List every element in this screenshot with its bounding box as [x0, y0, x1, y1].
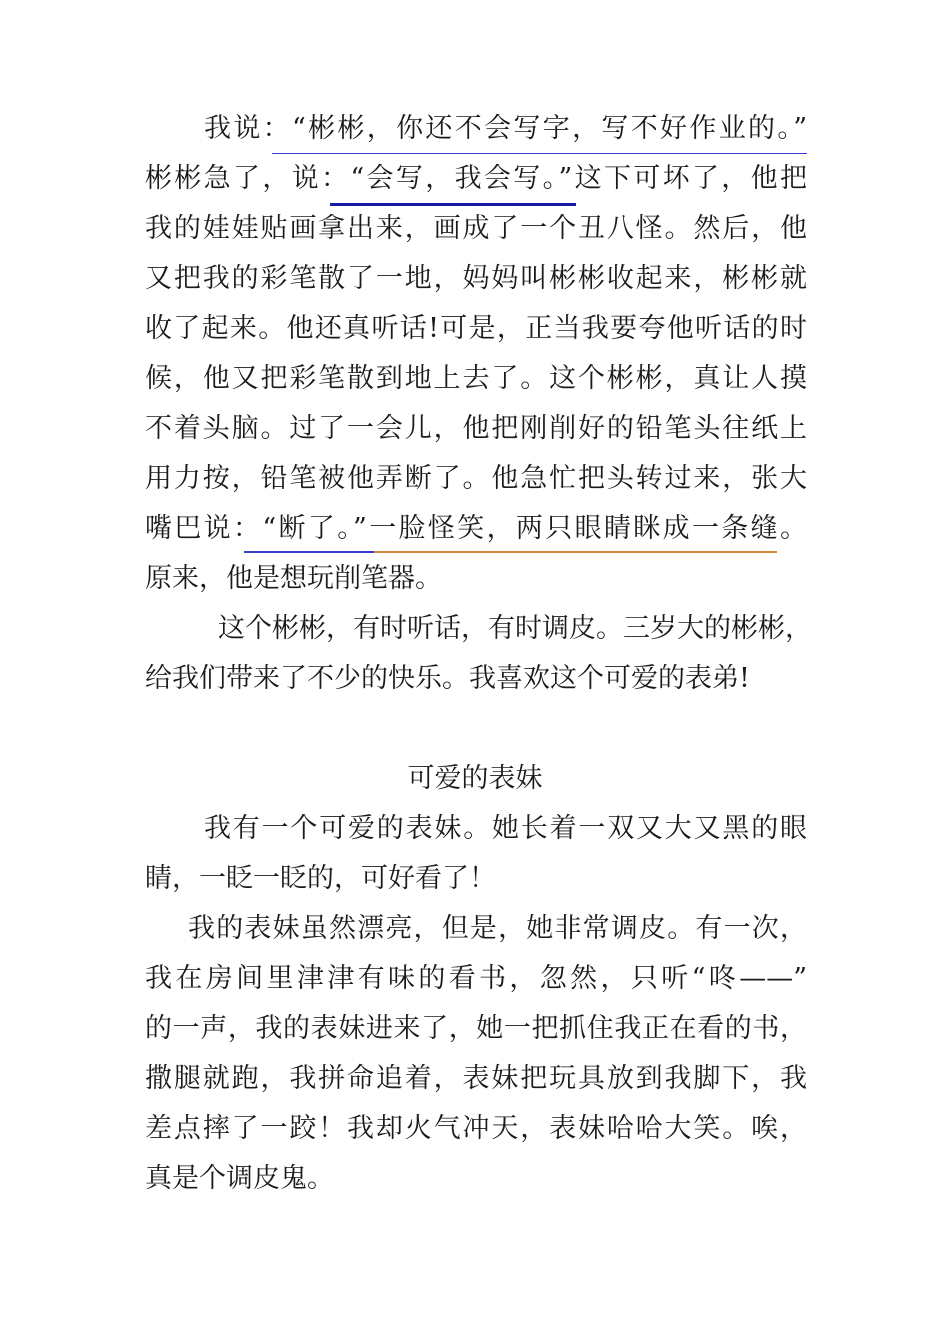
text-line: 我说：“彬彬，你还不会写字，写不好作业的。”	[204, 113, 807, 144]
text-line: 撒腿就跑，我拼命追着，表妹把玩具放到我脚下，我	[145, 1063, 807, 1094]
text-line: 不着头脑。过了一会儿，他把刚削好的铅笔头往纸上	[145, 413, 807, 444]
dialogue-underline	[244, 551, 374, 553]
text-line: 我的表妹虽然漂亮，但是，她非常调皮。有一次，	[188, 913, 807, 944]
text-line: 原来，他是想玩削笔器。	[145, 563, 442, 594]
text-line: 又把我的彩笔散了一地，妈妈叫彬彬收起来，彬彬就	[145, 263, 807, 294]
text-line: 的一声，我的表妹进来了，她一把抓住我正在看的书，	[145, 1013, 807, 1044]
text-line: 差点摔了一跤！我却火气冲天，表妹哈哈大笑。唉，	[145, 1113, 807, 1144]
text-line: 给我们带来了不少的快乐。我喜欢这个可爱的表弟!	[145, 663, 750, 694]
text-line: 我在房间里津津有味的看书，忽然，只听“咚——”	[145, 963, 807, 994]
text-line: 这个彬彬，有时听话，有时调皮。三岁大的彬彬，	[218, 613, 812, 644]
text-line: 候，他又把彩笔散到地上去了。这个彬彬，真让人摸	[145, 363, 807, 394]
text-line: 我有一个可爱的表妹。她长着一双又大又黑的眼	[204, 813, 807, 844]
text-line: 用力按，铅笔被他弄断了。他急忙把头转过来，张大	[145, 463, 807, 494]
dialogue-underline	[330, 203, 576, 206]
text-line: 我的娃娃贴画拿出来，画成了一个丑八怪。然后，他	[145, 213, 807, 244]
dialogue-underline	[272, 153, 807, 154]
text-line: 睛，一眨一眨的，可好看了！	[145, 863, 496, 894]
text-line: 彬彬急了，说：“会写，我会写。”这下可坏了，他把	[145, 163, 807, 194]
text-line: 收了起来。他还真听话!可是，正当我要夸他听话的时	[145, 313, 807, 344]
story2-title: 可爱的表妹	[407, 763, 543, 794]
text-line: 真是个调皮鬼。	[145, 1163, 334, 1194]
highlight-underline	[374, 551, 777, 553]
text-line: 嘴巴说：“断了。”一脸怪笑，两只眼睛眯成一条缝。	[145, 513, 807, 544]
